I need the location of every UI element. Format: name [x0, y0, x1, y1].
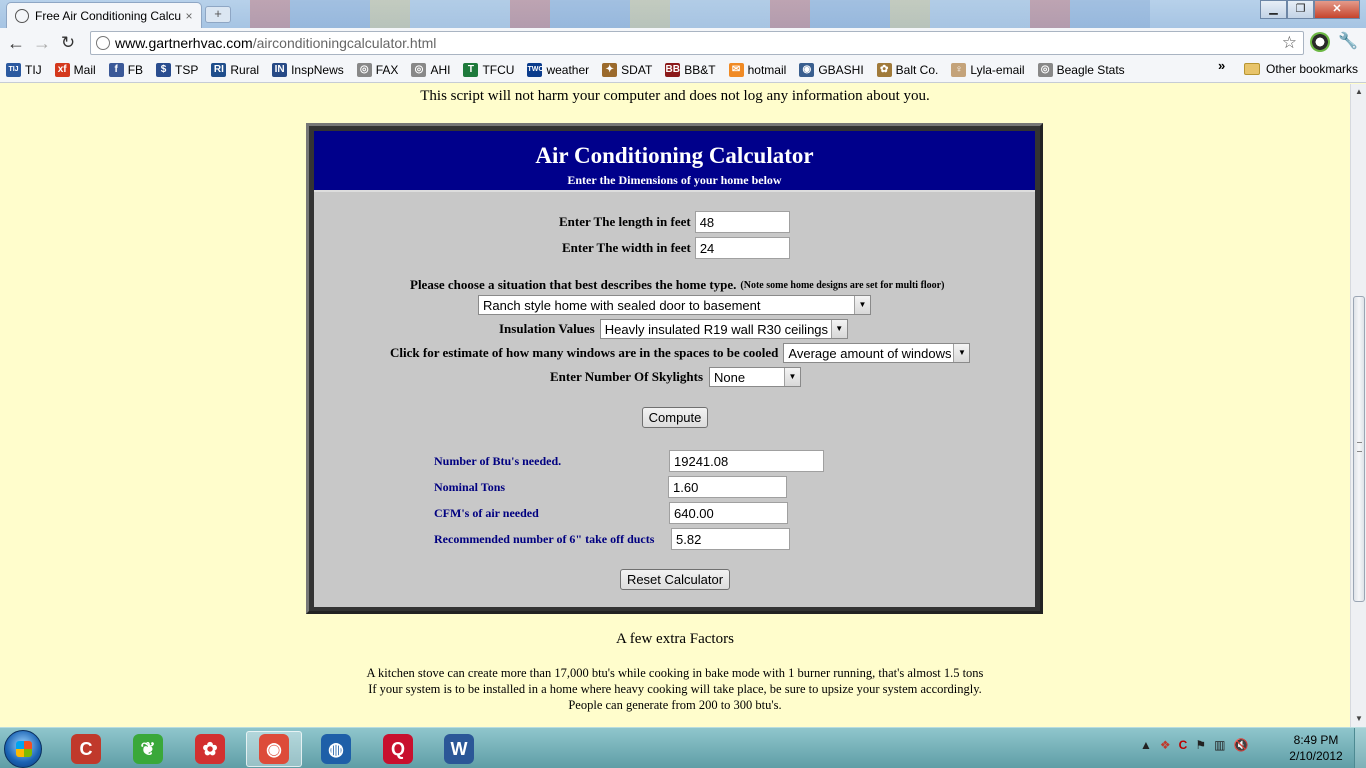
situation-select[interactable]: [478, 295, 871, 315]
windows-row: [390, 343, 970, 363]
minimize-button[interactable]: ▁: [1260, 0, 1287, 19]
tons-label: Nominal Tons: [434, 479, 506, 494]
top-note: This script will not harm your computer and does not log any information about you.: [420, 88, 930, 104]
dragon-icon: ❦: [133, 734, 163, 764]
antivirus-icon[interactable]: C: [1178, 738, 1188, 752]
bookmark-favicon-icon: IN: [272, 63, 287, 77]
clock-time: 8:49 PM: [1293, 733, 1339, 747]
compute-button[interactable]: Compute: [642, 407, 708, 428]
folder-icon: [1244, 63, 1260, 75]
skylights-row: [550, 367, 801, 387]
bookmark-favicon-icon: BB: [665, 64, 680, 75]
forward-arrow-icon[interactable]: →: [33, 33, 51, 53]
ccleaner-icon: C: [71, 734, 101, 764]
ducts-row: [434, 528, 790, 550]
chevron-down-icon: ▼: [784, 368, 800, 386]
tray-expand-icon[interactable]: ▲: [1140, 738, 1152, 752]
insulation-select[interactable]: [600, 319, 848, 339]
bookmark-favicon-icon: TIJ: [6, 63, 21, 77]
bookmark-label: TIJ: [25, 63, 42, 77]
bookmark-label: weather: [546, 63, 590, 77]
length-input[interactable]: 48: [695, 211, 790, 233]
window-controls: [1260, 0, 1360, 19]
browser-toolbar: [0, 28, 1366, 58]
windows-label: Click for estimate of how many windows are in the spaces to be cooled: [390, 345, 779, 360]
factor-line: A kitchen stove can create more than 17,000 btu's while cooking in bake mode with 1 burner running, that's almost 1.5 tons: [366, 666, 984, 680]
bookmark-favicon-icon: ✉: [729, 63, 744, 77]
bookmark-label: Rural: [230, 63, 260, 77]
browser-titlebar: [0, 0, 1366, 28]
browser-tab[interactable]: [6, 2, 202, 28]
calculator-body: [314, 192, 1035, 607]
bookmark-favicon-icon: ◎: [1038, 63, 1053, 77]
taskbar-app-photo-viewer[interactable]: [182, 731, 238, 767]
taskbar-app-ccleaner[interactable]: [58, 731, 114, 767]
windows-select[interactable]: [783, 343, 970, 363]
windows-logo-icon: [16, 741, 32, 757]
bookmark-favicon-icon: $: [156, 63, 171, 77]
calculator-subtitle: Enter the Dimensions of your home below: [567, 173, 782, 187]
url-path: /airconditioningcalculator.html: [252, 35, 437, 51]
page-globe-icon: [96, 36, 110, 50]
back-arrow-icon[interactable]: ←: [7, 33, 25, 53]
windows-selected: Average amount of windows: [788, 345, 952, 361]
bookmark-favicon-icon: ◉: [799, 63, 814, 77]
start-button[interactable]: [4, 730, 42, 768]
tons-output[interactable]: 1.60: [668, 476, 787, 498]
bookmark-weather[interactable]: [527, 63, 589, 77]
wrench-icon[interactable]: 🔧: [1338, 33, 1358, 50]
bookmark-ahi[interactable]: [411, 63, 450, 77]
taskbar-app-word[interactable]: [431, 731, 487, 767]
chrome-icon: ◉: [259, 734, 289, 764]
bookmark-label: hotmail: [747, 63, 787, 77]
calculator-title: Air Conditioning Calculator: [535, 143, 814, 168]
bookmark-label: TSP: [175, 63, 199, 77]
scroll-thumb[interactable]: [1353, 296, 1365, 602]
taskbar-app-quicken[interactable]: [370, 731, 426, 767]
bookmark-favicon-icon: ✦: [602, 63, 617, 77]
width-label: Enter The width in feet: [562, 240, 691, 255]
bookmark-favicon-icon: RI: [211, 63, 226, 77]
scroll-grip-icon: [1357, 442, 1362, 452]
bookmark-lyla-email[interactable]: [951, 63, 1024, 77]
maximize-button[interactable]: ❐: [1287, 0, 1314, 19]
bookmark-label: Lyla-email: [970, 63, 1025, 77]
factors-title: A few extra Factors: [616, 631, 734, 647]
scroll-up-arrow-icon[interactable]: ▲: [1355, 87, 1363, 96]
bookmark-gbashi[interactable]: [799, 63, 863, 77]
cutoff-red-text: [405, 84, 925, 85]
toolbar-right: [1310, 32, 1358, 52]
bookmark-label: InspNews: [291, 63, 344, 77]
quicken-icon: Q: [383, 734, 413, 764]
skylights-select[interactable]: [709, 367, 801, 387]
bookmark-label: AHI: [430, 63, 451, 77]
factor-line: People can generate from 200 to 300 btu's.: [568, 698, 782, 712]
reload-icon[interactable]: ↻: [60, 33, 76, 52]
taskbar: [0, 727, 1366, 768]
situation-label-row: [410, 277, 944, 293]
bookmark-label: FB: [127, 63, 144, 77]
width-row: [562, 237, 790, 259]
taskbar-app-google-earth[interactable]: [308, 731, 364, 767]
bookmark-rural[interactable]: [211, 63, 259, 77]
bookmark-label: Balt Co.: [895, 63, 939, 77]
address-bar[interactable]: [90, 31, 1304, 55]
bookmark-favicon-icon: ◎: [411, 63, 426, 77]
ducts-label: Recommended number of 6" take off ducts: [434, 531, 655, 546]
chevron-down-icon: ▼: [854, 296, 870, 314]
extension-icon[interactable]: [1310, 32, 1330, 52]
bookmark-label: Mail: [73, 63, 96, 77]
ducts-output[interactable]: 5.82: [671, 528, 790, 550]
skylights-selected: None: [714, 369, 746, 385]
chevron-down-icon: ▼: [953, 344, 969, 362]
bookmark-favicon-icon: T: [463, 63, 478, 77]
google-earth-icon: ◍: [321, 734, 351, 764]
length-label: Enter The length in feet: [559, 214, 691, 229]
bookmark-balt-co-[interactable]: [877, 63, 939, 77]
volume-muted-icon[interactable]: 🔇: [1233, 738, 1249, 752]
bookmark-star-icon[interactable]: ☆: [1281, 33, 1297, 52]
bookmark-sdat[interactable]: [602, 63, 652, 77]
insulation-label: Insulation Values: [499, 321, 595, 336]
bookmark-inspnews[interactable]: [272, 63, 344, 77]
bookmark-fax[interactable]: [357, 63, 399, 77]
bookmark-favicon-icon: ◎: [357, 63, 372, 77]
bookmark-favicon-icon: ♀: [951, 63, 966, 77]
close-window-button[interactable]: ✕: [1314, 0, 1360, 19]
tab-close-button[interactable]: ×: [185, 8, 193, 23]
skylights-label: Enter Number Of Skylights: [550, 369, 704, 384]
bookmark-bb-t[interactable]: [665, 63, 715, 77]
show-desktop-button[interactable]: [1354, 728, 1366, 768]
length-row: [559, 211, 790, 233]
insulation-selected: Heavly insulated R19 wall R30 ceilings: [604, 321, 829, 337]
photo-viewer-icon: ✿: [195, 734, 225, 764]
clock-date: 2/10/2012: [1289, 749, 1343, 763]
bookmark-favicon-icon: xf: [55, 63, 70, 77]
cfm-row: [434, 502, 788, 524]
bookmark-label: FAX: [375, 63, 399, 77]
tons-row: [434, 476, 787, 498]
bookmark-label: Beagle Stats: [1056, 63, 1125, 77]
btu-row: [434, 450, 824, 472]
scroll-down-arrow-icon[interactable]: ▼: [1355, 714, 1363, 723]
reset-calculator-button[interactable]: Reset Calculator: [620, 569, 730, 590]
btu-label: Number of Btu's needed.: [434, 453, 562, 468]
bookmarks-bar: [0, 58, 1366, 83]
taskbar-app-dragon[interactable]: [120, 731, 176, 767]
bookmark-beagle-stats[interactable]: [1038, 63, 1125, 77]
bookmark-label: BB&T: [684, 63, 716, 77]
insulation-row: [499, 319, 848, 339]
system-tray: [1140, 738, 1248, 752]
bookmark-favicon-icon: TWC: [527, 63, 542, 77]
url-domain: www.gartnerhvac.com: [115, 35, 253, 51]
cfm-output[interactable]: 640.00: [669, 502, 788, 524]
bookmark-label: SDAT: [621, 63, 653, 77]
tray-app-icon[interactable]: ❖: [1159, 738, 1171, 752]
situation-note: (Note some home designs are set for multi floor): [740, 279, 945, 291]
network-signal-icon[interactable]: ▥: [1214, 738, 1226, 752]
web-page: [0, 84, 1350, 727]
bookmark-favicon-icon: f: [109, 63, 124, 77]
bookmark-hotmail[interactable]: [729, 63, 787, 77]
other-bookmarks[interactable]: [1244, 62, 1358, 76]
bookmark-tsp[interactable]: [156, 63, 198, 77]
other-bookmarks-label: Other bookmarks: [1266, 62, 1359, 76]
bookmark-tij[interactable]: [6, 63, 42, 77]
bookmark-tfcu[interactable]: [463, 63, 514, 77]
word-icon: W: [444, 734, 474, 764]
clock[interactable]: [1286, 732, 1346, 764]
bookmarks-overflow-chevron[interactable]: »: [1218, 58, 1226, 73]
situation-label: Please choose a situation that best describes the home type.: [410, 277, 737, 292]
bookmark-fb[interactable]: [109, 63, 143, 77]
width-input[interactable]: 24: [695, 237, 790, 259]
bookmark-mail[interactable]: [55, 63, 96, 77]
taskbar-app-chrome[interactable]: [246, 731, 302, 767]
window-background-art: [250, 0, 1150, 28]
tab-title: Free Air Conditioning Calcu: [35, 8, 182, 23]
bookmark-label: TFCU: [482, 63, 515, 77]
action-center-icon[interactable]: ⚑: [1195, 738, 1207, 752]
situation-selected: Ranch style home with sealed door to basement: [483, 297, 761, 313]
globe-icon: [15, 9, 29, 23]
bookmark-favicon-icon: ✿: [877, 63, 892, 77]
bookmark-label: GBASHI: [818, 63, 864, 77]
calculator-frame: [306, 123, 1043, 614]
new-tab-button[interactable]: +: [205, 6, 231, 23]
cfm-label: CFM's of air needed: [434, 505, 539, 520]
vertical-scrollbar[interactable]: [1350, 84, 1366, 727]
factor-line: If your system is to be installed in a home where heavy cooking will take place, be sure to upsize your system accordingly.: [368, 682, 982, 696]
calculator-header: [314, 131, 1035, 192]
btu-output[interactable]: 19241.08: [669, 450, 824, 472]
chevron-down-icon: ▼: [831, 320, 847, 338]
